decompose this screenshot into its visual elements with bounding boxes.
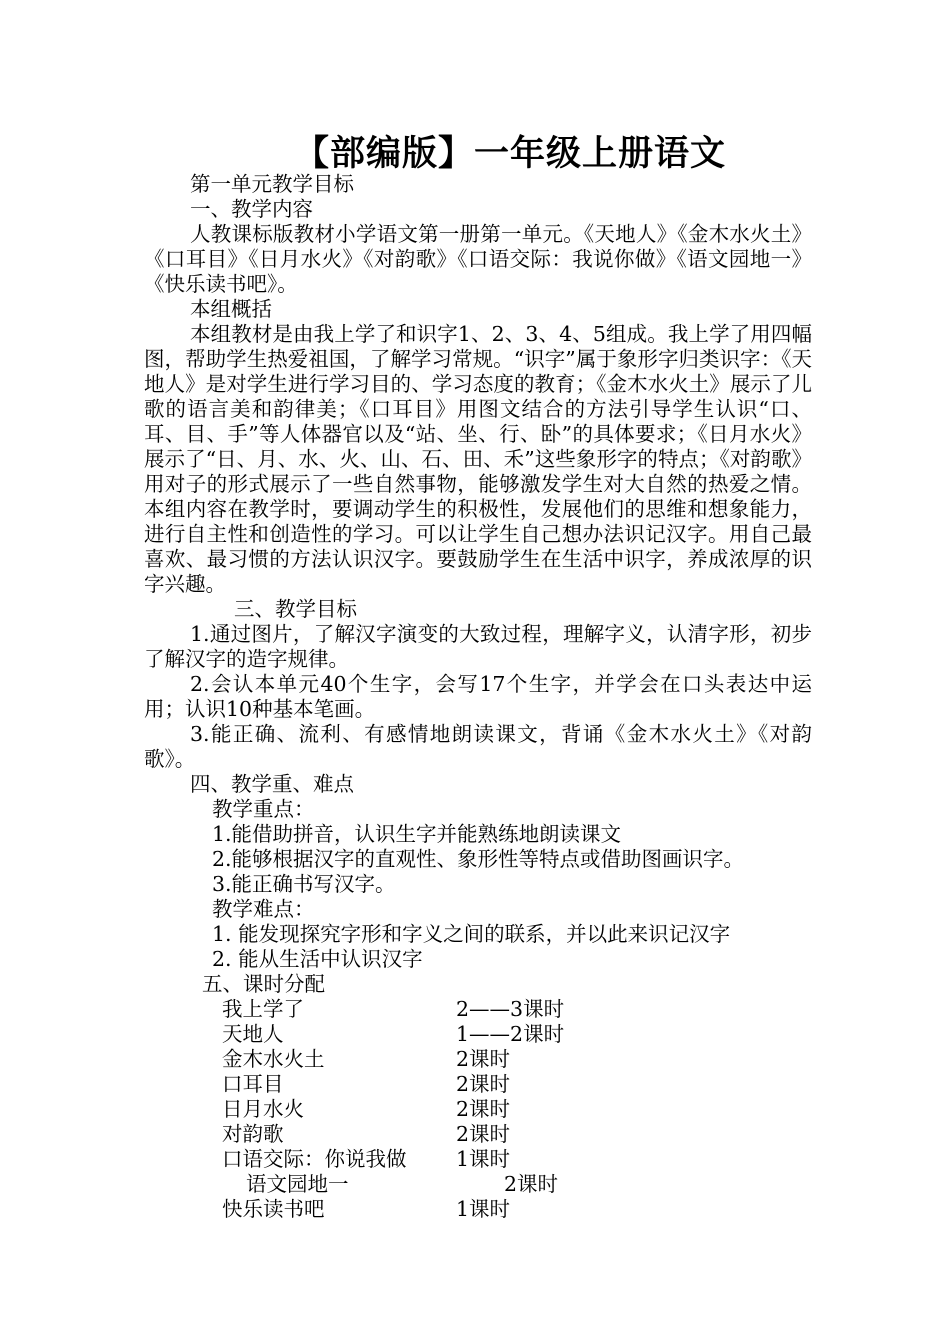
- schedule-table: [144, 997, 812, 1222]
- schedule-row: [144, 1122, 812, 1147]
- lesson-name: 我上学了: [222, 997, 304, 1021]
- section-1-text: 人教课标版教材小学语文第一册第一单元。《天地人》《金木水火土》《口耳目》《日月水火》《对韵歌》《口语交际：我说你做》《语文园地一》《快乐读书吧》。: [144, 222, 812, 296]
- lesson-name: 对韵歌: [222, 1122, 284, 1146]
- lesson-name: 金木水火土: [222, 1047, 325, 1071]
- lesson-hours: 1课时: [456, 1147, 511, 1171]
- lesson-name: 语文园地一: [246, 1172, 349, 1196]
- section-3-heading: 三、教学目标: [234, 597, 357, 621]
- goal-item: 3.能正确、流利、有感情地朗读课文，背诵《金木水火土》《对韵歌》。: [144, 722, 812, 771]
- goal-item: 2.会认本单元40个生字，会写17个生字，并学会在口头表达中运用；认识10种基本笔画。: [144, 672, 812, 721]
- lesson-hours: 1课时: [456, 1197, 511, 1221]
- lesson-name: 口语交际：你说我做: [222, 1147, 407, 1171]
- lesson-hours: 2课时: [456, 1072, 511, 1096]
- schedule-row: [144, 1097, 812, 1122]
- overview-heading: 本组概括: [190, 297, 272, 321]
- lesson-hours: 2课时: [504, 1172, 559, 1196]
- lesson-hours: 2课时: [456, 1122, 511, 1146]
- lesson-name: 口耳目: [222, 1072, 284, 1096]
- difficulty-item: 1. 能发现探究字形和字义之间的联系，并以此来识记汉字: [212, 922, 731, 946]
- lesson-name: 快乐读书吧: [222, 1197, 325, 1221]
- schedule-row: [144, 1197, 812, 1222]
- key-point-item: 2.能够根据汉字的直观性、象形性等特点或借助图画识字。: [212, 847, 745, 871]
- overview-text: 本组教材是由我上学了和识字1、2、3、4、5组成。我上学了用四幅图，帮助学生热爱祖国，了解学习常规。“识字”属于象形字归类识字：《天地人》是对学生进行学习目的、学习态度的教育；《金木水火土》展示了儿歌的语言美和韵律美；《口耳目》用图文结合的方法引导学生认识“口、耳、目、手”等人体器官以及“站、坐、行、卧”的具体要求；《日月水火》展示了“日、月、水、火、山、石、田、禾”这些象形字的特点；《对韵歌》用对子的形式展示了一些自然事物，能够激发学生对大自然的热爱之情。本组内容在教学时，要调动学生的积极性，发展他们的思维和想象能力，进行自主性和创造性的学习。可以让学生自己想办法识记汉字。用自己最喜欢、最习惯的方法认识汉字。要鼓励学生在生活中识字，养成浓厚的识字兴趣。: [144, 322, 812, 596]
- schedule-row: [144, 1022, 812, 1047]
- section-4-heading: 四、教学重、难点: [190, 772, 354, 796]
- section-1-heading: 一、教学内容: [190, 197, 313, 221]
- schedule-row: [144, 1072, 812, 1097]
- section-5-heading: 五、课时分配: [202, 972, 325, 996]
- schedule-row: [144, 1147, 812, 1172]
- lesson-hours: 1——2课时: [456, 1022, 565, 1046]
- difficulty-heading: 教学难点：: [212, 897, 315, 921]
- goal-item: 1.通过图片，了解汉字演变的大致过程，理解字义，认清字形，初步了解汉字的造字规律。: [144, 622, 812, 671]
- key-points-heading: 教学重点：: [212, 797, 315, 821]
- lesson-name: 日月水火: [222, 1097, 304, 1121]
- document-title: 【部编版】一年级上册语文: [293, 133, 726, 174]
- unit-heading: 第一单元教学目标: [190, 172, 354, 196]
- key-point-item: 1.能借助拼音，认识生字并能熟练地朗读课文: [212, 822, 622, 846]
- key-point-item: 3.能正确书写汉字。: [212, 872, 396, 896]
- schedule-row: [144, 1172, 812, 1197]
- schedule-row: [144, 1047, 812, 1072]
- lesson-hours: 2课时: [456, 1047, 511, 1071]
- difficulty-item: 2. 能从生活中认识汉字: [212, 947, 423, 971]
- lesson-hours: 2课时: [456, 1097, 511, 1121]
- lesson-hours: 2——3课时: [456, 997, 565, 1021]
- lesson-name: 天地人: [222, 1022, 284, 1046]
- document-body: [144, 172, 812, 1222]
- schedule-row: [144, 997, 812, 1022]
